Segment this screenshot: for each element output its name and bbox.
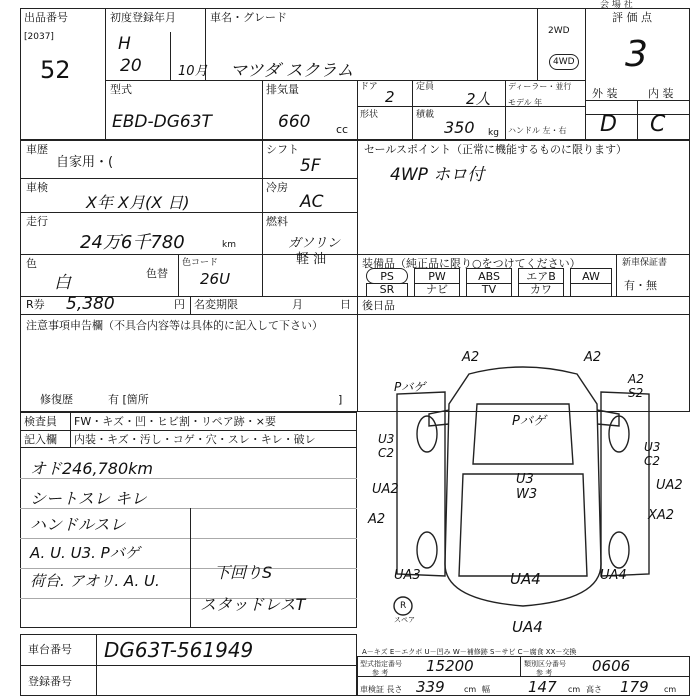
record-items: 内装・キズ・汚し・コゲ・穴・スレ・キレ・破レ xyxy=(74,433,316,446)
type-spec-ref: 参 考 xyxy=(372,669,389,677)
ext-label: 外 装 xyxy=(592,87,618,100)
model-year-label: モデル 年 xyxy=(508,98,543,107)
class-ref: 参 考 xyxy=(536,669,553,677)
handle-label: ハンドル 左・右 xyxy=(508,126,567,135)
reg-era: H xyxy=(118,34,131,54)
title-label: 名変期限 xyxy=(194,298,238,311)
mark-right-ua2: UA2 xyxy=(656,478,683,493)
repair-end: ] xyxy=(338,393,343,406)
mark-bed-ua4: UA4 xyxy=(510,570,541,588)
car-name: マツダ スクラム xyxy=(230,61,354,81)
sales-label: セールスポイント（正常に機能するものに限ります） xyxy=(364,143,628,156)
color-value: 白 xyxy=(54,273,71,293)
color-swap-label: 色替 xyxy=(146,267,168,280)
legend: A－キズ E－エクボ U－凹み W－補修跡 S－サビ C－腐食 XX－交換 xyxy=(362,648,577,656)
reg-year: 20 xyxy=(120,56,142,76)
extra-note-1: 下回りS xyxy=(214,563,273,582)
inspector-items: FW・キズ・凹・ヒビ割・リペア跡・×要 xyxy=(74,415,276,428)
equip-airbag: エアB xyxy=(518,268,564,284)
door-value: 2 xyxy=(385,88,395,106)
equip-pw: PW xyxy=(414,268,460,284)
door-label: ドア xyxy=(360,82,378,92)
mark-left-a2: A2 xyxy=(368,512,386,527)
mark-rear: UA4 xyxy=(512,618,543,636)
day-label: 日 xyxy=(340,298,351,311)
recycle-value: 5,380 xyxy=(66,294,115,314)
width-label: 幅 xyxy=(482,685,490,694)
warranty-label: 新車保証書 xyxy=(622,258,668,268)
dealer-label: ディーラー・並行 xyxy=(508,82,572,91)
grade-value: 3 xyxy=(625,34,648,75)
history-label: 車歴 xyxy=(26,143,48,156)
type-spec-label: 型式指定番号 xyxy=(360,660,402,668)
cap-label: 定員 xyxy=(416,82,435,92)
mark-left-pbag: Pバゲ xyxy=(394,380,426,394)
equip-leather: カワ xyxy=(518,283,564,297)
drive-value: 4WD xyxy=(549,54,579,70)
note-line-2: シートスレ キレ xyxy=(30,489,147,508)
mark-bottom-left: UA3 xyxy=(394,568,421,583)
color-code-label: 色コード xyxy=(182,258,219,268)
reg-month: 10月 xyxy=(178,64,208,79)
extra-note-2: スタッドレスT xyxy=(200,595,306,614)
int-label: 内 装 xyxy=(648,87,674,100)
history-value: 自家用・( xyxy=(56,155,114,170)
name-label: 車名・グレード xyxy=(210,11,287,24)
mileage-value: 24万6千780 xyxy=(80,232,185,253)
mark-top-left: A2 xyxy=(462,350,480,365)
equip-ps: PS xyxy=(366,268,408,284)
later-label: 後日品 xyxy=(362,299,395,312)
drive-label: 2WD xyxy=(548,26,570,36)
record-label: 記入欄 xyxy=(24,433,57,446)
equip-sr: SR xyxy=(366,283,408,297)
load-value: 350 xyxy=(444,118,475,137)
ext-value: D xyxy=(600,112,617,137)
spare-label: R xyxy=(400,601,407,611)
shape-label: 形状 xyxy=(360,110,379,120)
type-value: EBD-DG63T xyxy=(112,112,212,132)
repair-value: 有 [箇所 xyxy=(108,393,149,406)
mark-left-ua2: UA2 xyxy=(372,482,399,497)
kg-unit: kg xyxy=(488,128,499,138)
note-line-3: ハンドルスレ xyxy=(30,515,126,534)
equip-aw: AW xyxy=(570,268,612,284)
notes-label: 注意事項申告欄（不具合内容等は具体的に記入して下さい） xyxy=(26,319,323,332)
width-unit: cm xyxy=(568,685,581,694)
ac-label: 冷房 xyxy=(266,181,288,194)
reg-label: 初度登録年月 xyxy=(110,11,176,24)
month-label: 月 xyxy=(292,298,303,311)
height-value: 179 xyxy=(620,678,649,696)
type-spec-value: 15200 xyxy=(426,657,474,675)
mileage-label: 走行 xyxy=(26,215,48,228)
reg-no-label: 登録番号 xyxy=(28,675,72,688)
warranty-value: 有・無 xyxy=(624,279,657,292)
org-label: 会 場 社 xyxy=(600,0,633,10)
length-unit: cm xyxy=(464,685,477,694)
equip-blank xyxy=(570,283,612,297)
lot-code: [2037] xyxy=(24,32,54,42)
inspect-label: 車検 xyxy=(26,181,48,194)
wheel-rear-left xyxy=(417,532,437,568)
length-label: 車検証 長さ xyxy=(360,685,403,694)
equip-navi: ナビ xyxy=(414,283,460,297)
mark-left-u3c2: U3 C2 xyxy=(378,432,395,460)
mark-right-xa2: XA2 xyxy=(648,508,675,523)
note-line-4: A. U. U3. Pバゲ xyxy=(30,544,140,562)
mark-right-a2s2: A2 S2 xyxy=(628,372,644,400)
repair-label: 修復歴 xyxy=(40,393,73,406)
mirror-right xyxy=(597,410,619,426)
wheel-front-left xyxy=(417,416,437,452)
inspector-label: 検査員 xyxy=(24,415,57,428)
color-label: 色 xyxy=(26,257,37,270)
sales-value: 4WP ホロ付 xyxy=(390,165,485,185)
lot-number: 52 xyxy=(40,56,71,84)
note-line-5: 荷台. アオリ. A. U. xyxy=(30,572,160,590)
disp-label: 排気量 xyxy=(266,83,299,96)
cc-unit: cc xyxy=(336,123,349,136)
mark-roof-u3w3: U3 W3 xyxy=(516,472,538,502)
fuel-value: ガソリン xyxy=(288,236,341,251)
shift-label: シフト xyxy=(266,143,299,156)
load-label: 積載 xyxy=(416,110,435,120)
grade-label: 評 価 点 xyxy=(612,11,652,24)
ac-value: AC xyxy=(300,192,324,212)
width-value: 147 xyxy=(528,678,557,696)
mark-right-u3c2: U3 C2 xyxy=(644,440,661,468)
class-label: 類別区分番号 xyxy=(524,660,566,668)
equip-abs: ABS xyxy=(466,268,512,284)
equip-label: 装備品（純正品に限り○をつけてください） xyxy=(362,257,581,270)
chassis-value: DG63T-561949 xyxy=(104,638,254,662)
chassis-label: 車台番号 xyxy=(28,643,72,656)
height-label: 高さ xyxy=(586,685,602,694)
int-value: C xyxy=(650,112,666,137)
disp-value: 660 xyxy=(278,112,311,132)
recycle-label: R券 xyxy=(26,298,45,311)
color-code-value: 26U xyxy=(200,270,231,288)
cap-value: 2人 xyxy=(466,90,491,108)
type-label: 型式 xyxy=(110,83,132,96)
equip-tv: TV xyxy=(466,283,512,297)
class-value: 0606 xyxy=(592,657,631,675)
wheel-rear-right xyxy=(609,532,629,568)
mark-cab-pbag: Pバゲ xyxy=(512,414,546,429)
yen-unit: 円 xyxy=(174,298,185,311)
height-unit: cm xyxy=(664,685,677,694)
fuel-label: 燃料 xyxy=(266,215,288,228)
inspect-value: X年 X月(X 日) xyxy=(86,193,190,212)
mark-bottom-right: UA4 xyxy=(600,568,627,583)
length-value: 339 xyxy=(416,678,445,696)
shift-value: 5F xyxy=(300,156,321,176)
note-line-1: オド246,780km xyxy=(30,459,154,478)
km-unit: km xyxy=(222,240,236,250)
diesel-label: 軽 油 xyxy=(296,252,327,267)
spare-sub: スペア xyxy=(394,616,415,624)
mark-top-right: A2 xyxy=(584,350,602,365)
lot-label: 出品番号 xyxy=(24,11,68,24)
